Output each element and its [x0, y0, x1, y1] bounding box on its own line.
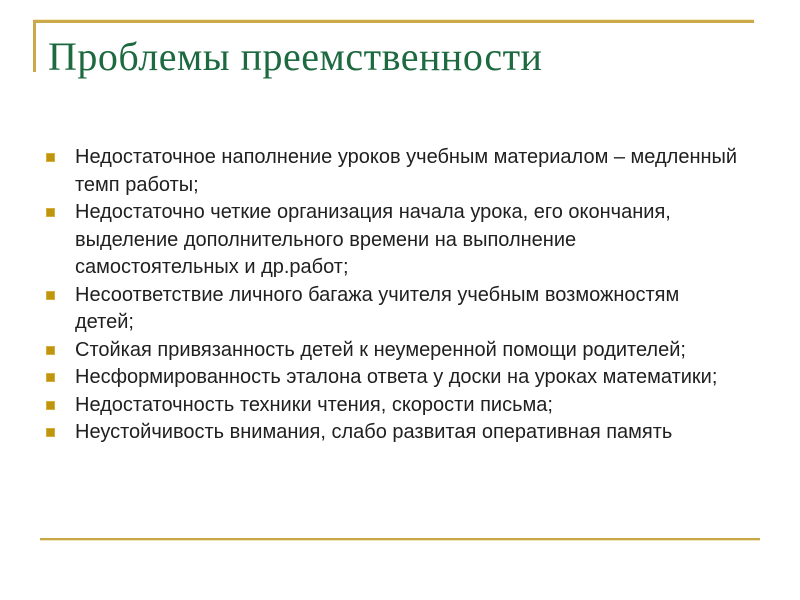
bullet-square-icon — [46, 291, 55, 300]
list-item — [46, 392, 746, 420]
list-item — [46, 337, 746, 365]
bullet-item-text: Недостаточно четкие организация начала урока, его окончания, выделение дополнительного времени на выполнение самостоятельных и др.работ; — [75, 201, 671, 278]
list-item — [46, 419, 746, 447]
bottom-border-rule — [40, 538, 760, 541]
bullet-item-text: Несформированность эталона ответа у доски на уроках математики; — [75, 366, 718, 388]
bullet-item-text: Несоответствие личного багажа учителя учебным возможностям детей; — [75, 283, 680, 333]
bullet-square-icon — [46, 153, 55, 162]
list-item — [46, 199, 746, 282]
list-item — [46, 144, 746, 199]
bullet-square-icon — [46, 428, 55, 437]
slide-title: Проблемы преемственности — [48, 34, 543, 79]
bullet-item-text: Недостаточное наполнение уроков учебным материалом – медленный темп работы; — [75, 146, 738, 196]
bullet-list — [46, 144, 746, 447]
bullet-item-text: Неустойчивость внимания, слабо развитая оперативная память — [75, 421, 673, 443]
bullet-item-text: Недостаточность техники чтения, скорости письма; — [75, 393, 553, 416]
bullet-square-icon — [46, 373, 55, 382]
bullet-square-icon — [46, 346, 55, 355]
list-item — [46, 364, 746, 392]
list-item — [46, 282, 746, 337]
bullet-square-icon — [46, 401, 55, 410]
bullet-square-icon — [46, 208, 55, 217]
bullet-item-text: Стойкая привязанность детей к неумеренной помощи родителей; — [75, 338, 686, 361]
